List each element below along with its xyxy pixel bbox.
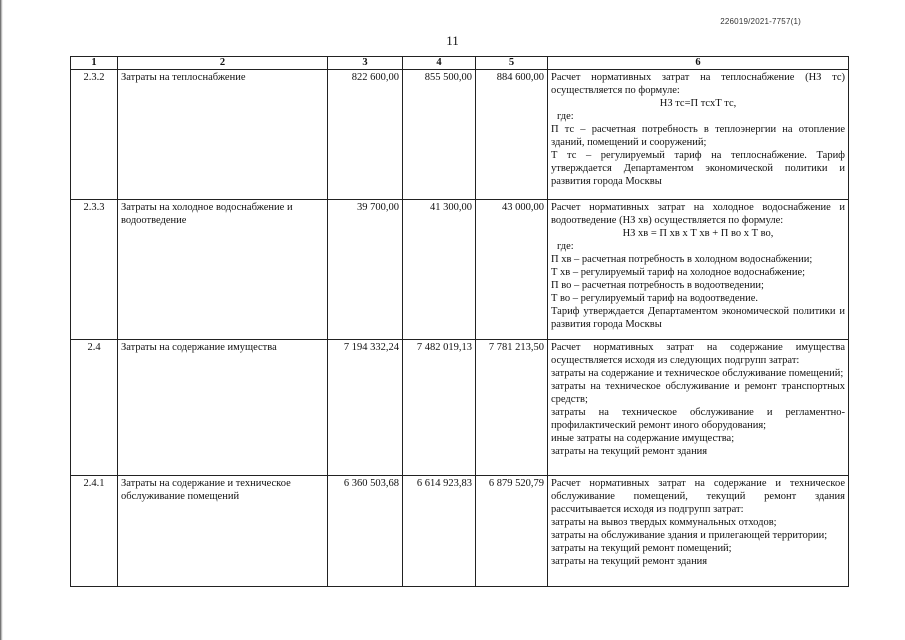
row-value-2: 7 482 019,13 xyxy=(403,340,476,476)
desc-line: затраты на вывоз твердых коммунальных отходов; xyxy=(551,517,777,528)
table-header-row xyxy=(71,57,849,70)
desc-line: Т тс – регулируемый тариф на теплоснабжение. Тариф утверждается Департаментом экономической политики и развития города Москвы xyxy=(551,150,845,187)
table-row xyxy=(71,340,849,476)
row-code: 2.3.2 xyxy=(71,70,118,200)
row-value-1: 7 194 332,24 xyxy=(328,340,403,476)
formula: НЗ тс=П тсхТ тс, xyxy=(659,98,737,109)
row-name: Затраты на теплоснабжение xyxy=(118,70,328,200)
column-header-3: 3 xyxy=(328,57,403,70)
desc-line: Расчет нормативных затрат на содержание и техническое обслуживание помещений, текущий ремонт здания рассчитывается исходя из подгрупп затрат: xyxy=(551,478,845,515)
desc-line: затраты на техническое обслуживание и регламентно-профилактический ремонт иного оборудования; xyxy=(551,407,845,431)
row-value-2: 41 300,00 xyxy=(403,200,476,340)
row-name: Затраты на содержание и техническое обслуживание помещений xyxy=(118,476,328,587)
desc-line: Расчет нормативных затрат на содержание имущества осуществляется исходя из следующих подгрупп затрат: xyxy=(551,342,845,366)
desc-line: Расчет нормативных затрат на теплоснабжение (НЗ тс) осуществляется по формуле: xyxy=(551,72,845,96)
column-header-2: 2 xyxy=(118,57,328,70)
column-header-4: 4 xyxy=(403,57,476,70)
desc-line: П тс – расчетная потребность в теплоэнергии на отопление зданий, помещений и сооружений; xyxy=(551,124,845,148)
desc-line: Тариф утверждается Департаментом экономической политики и развития города Москвы xyxy=(551,306,845,330)
row-value-3: 6 879 520,79 xyxy=(476,476,548,587)
row-value-2: 855 500,00 xyxy=(403,70,476,200)
row-value-3: 43 000,00 xyxy=(476,200,548,340)
desc-line: П хв – расчетная потребность в холодном водоснабжении; xyxy=(551,254,813,265)
row-value-1: 822 600,00 xyxy=(328,70,403,200)
row-code: 2.3.3 xyxy=(71,200,118,340)
row-value-1: 39 700,00 xyxy=(328,200,403,340)
row-name: Затраты на холодное водоснабжение и водоотведение xyxy=(118,200,328,340)
row-value-2: 6 614 923,83 xyxy=(403,476,476,587)
table-row xyxy=(71,70,849,200)
column-header-6: 6 xyxy=(548,57,849,70)
row-code: 2.4 xyxy=(71,340,118,476)
row-value-1: 6 360 503,68 xyxy=(328,476,403,587)
desc-line: Т хв – регулируемый тариф на холодное водоснабжение; xyxy=(551,267,806,278)
column-header-5: 5 xyxy=(476,57,548,70)
desc-line: Т во – регулируемый тариф на водоотведение. xyxy=(551,293,759,304)
row-description xyxy=(548,476,849,587)
formula: НЗ хв = П хв х Т хв + П во х Т во, xyxy=(622,228,774,239)
row-description xyxy=(548,340,849,476)
desc-line: затраты на текущий ремонт помещений; xyxy=(551,543,732,554)
row-value-3: 7 781 213,50 xyxy=(476,340,548,476)
desc-line: иные затраты на содержание имущества; xyxy=(551,433,735,444)
desc-line: П во – расчетная потребность в водоотведении; xyxy=(551,280,764,291)
desc-line: затраты на техническое обслуживание и ремонт транспортных средств; xyxy=(551,381,845,405)
page-number: 11 xyxy=(446,33,459,48)
desc-line: затраты на текущий ремонт здания xyxy=(551,556,708,567)
cost-table xyxy=(70,56,849,587)
document-id: 226019/2021-7757(1) xyxy=(720,17,801,26)
row-description xyxy=(548,200,849,340)
desc-line: где: xyxy=(557,111,574,122)
desc-line: затраты на текущий ремонт здания xyxy=(551,446,708,457)
desc-line: затраты на обслуживание здания и прилегающей территории; xyxy=(551,530,828,541)
table-row xyxy=(71,476,849,587)
desc-line: затраты на содержание и техническое обслуживание помещений; xyxy=(551,368,844,379)
table-row xyxy=(71,200,849,340)
column-header-1: 1 xyxy=(71,57,118,70)
row-code: 2.4.1 xyxy=(71,476,118,587)
row-description xyxy=(548,70,849,200)
row-value-3: 884 600,00 xyxy=(476,70,548,200)
row-name: Затраты на содержание имущества xyxy=(118,340,328,476)
desc-line: где: xyxy=(557,241,574,252)
scan-left-edge xyxy=(0,0,3,640)
desc-line: Расчет нормативных затрат на холодное водоснабжение и водоотведение (НЗ хв) осуществляется по формуле: xyxy=(551,202,845,226)
